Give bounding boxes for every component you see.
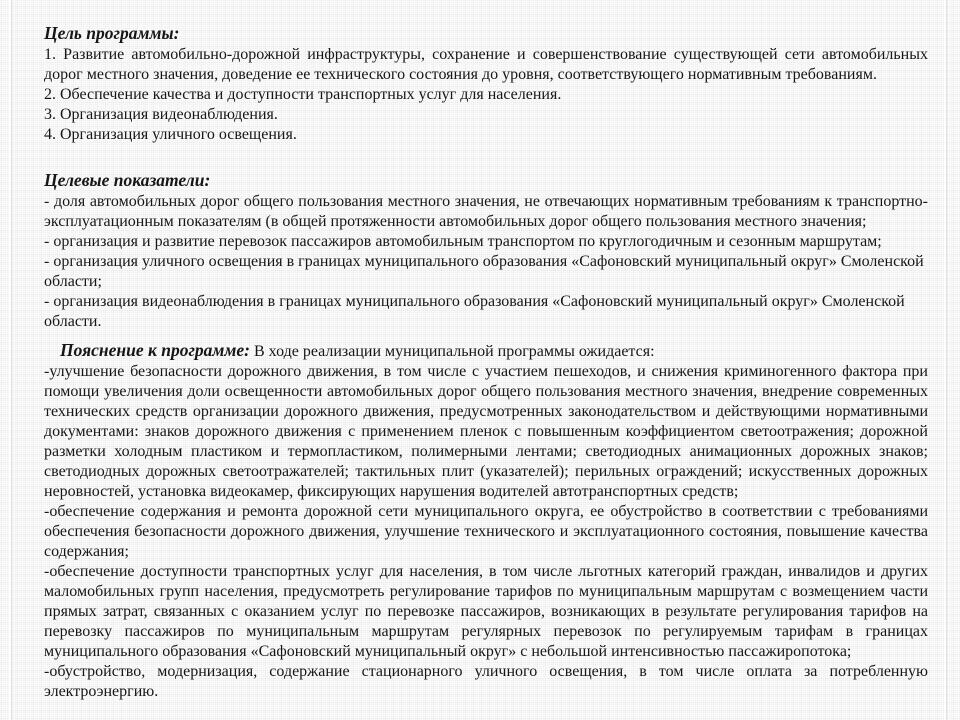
indicator-item-3: - организация уличного освещения в границах муниципального образования «Сафоновский муниципальный округ» Смоленской области; xyxy=(44,252,924,290)
indicator-item-2: - организация и развитие перевозок пассажиров автомобильным транспортом по круглогодичным и сезонным маршрутам; xyxy=(44,232,882,250)
indicators-section xyxy=(44,169,928,332)
goal-section xyxy=(44,22,928,145)
explanation-paragraph-1: -улучшение безопасности дорожного движения, в том числе с участием пешеходов, и снижения криминогенного фактора при помощи увеличения доли освещенности автомобильных дорог общего пользования местного значения, внедрение современных технических средств организации дорожного движения, предусмотренных законодательством и действующими нормативными документами: знаков дорожного движения с применением пленок с повышенным коэффициентом светоотражения; дорожной разметки холодным пластиком и термопластиком, полимерными лентами; светодиодных анимационных дорожных знаков; светодиодных дорожных светоотражателей; тактильных плит (указателей); перильных ограждений; искусственных дорожных неровностей, установка видеокамер, фиксирующих нарушения водителей автотранспортных средств; xyxy=(44,362,928,500)
explanation-intro-text: В ходе реализации муниципальной программы ожидается: xyxy=(254,342,655,360)
explanation-paragraph-2: -обеспечение содержания и ремонта дорожной сети муниципального округа, ее обустройство в соответствии с требованиями обеспечения безопасности дорожного движения, улучшение технического и эксплуатационного состояния, повышение качества содержания; xyxy=(44,502,928,560)
indicators-heading: Целевые показатели: xyxy=(44,169,211,190)
explanation-heading: Пояснение к программе: xyxy=(60,339,250,360)
explanation-intro-line xyxy=(44,340,928,362)
goal-item-2: 2. Обеспечение качества и доступности транспортных услуг для населения. xyxy=(44,85,562,103)
explanation-section xyxy=(44,340,928,702)
explanation-paragraph-4: -обустройство, модернизация, содержание стационарного уличного освещения, в том числе оплата за потребленную электроэнергию. xyxy=(44,662,928,700)
explanation-paragraph-3: -обеспечение доступности транспортных услуг для населения, в том числе льготных категорий граждан, инвалидов и других маломобильных групп населения, предусмотреть регулирование тарифов по муниципальным маршрутам с возмещением части прямых затрат, связанных с оказанием услуг по перевозке пассажиров, возникающих в результате регулирования тарифов на перевозку пассажиров по муниципальным маршрутам регулярных перевозок по регулируемым тарифам в границах муниципального образования «Сафоновский муниципальный округ» с небольшой интенсивностью пассажиропотока; xyxy=(44,562,928,660)
indicator-item-1: - доля автомобильных дорог общего пользования местного значения, не отвечающих нормативным требованиям к транспортно-эксплуатационным показателям (в общей протяженности автомобильных дорог общего пользования местного значения; xyxy=(44,192,928,230)
goal-item-1: 1. Развитие автомобильно-дорожной инфраструктуры, сохранение и совершенствование существующей сети автомобильных дорог местного значения, доведение ее технического состояния до уровня, соответствующего нормативным требованиям. xyxy=(44,45,928,83)
goal-item-4: 4. Организация уличного освещения. xyxy=(44,125,297,143)
goal-item-3: 3. Организация видеонаблюдения. xyxy=(44,105,278,123)
goal-heading: Цель программы: xyxy=(44,23,180,43)
indicator-item-4: - организация видеонаблюдения в границах муниципального образования «Сафоновский муниципальный округ» Смоленской области. xyxy=(44,292,905,330)
